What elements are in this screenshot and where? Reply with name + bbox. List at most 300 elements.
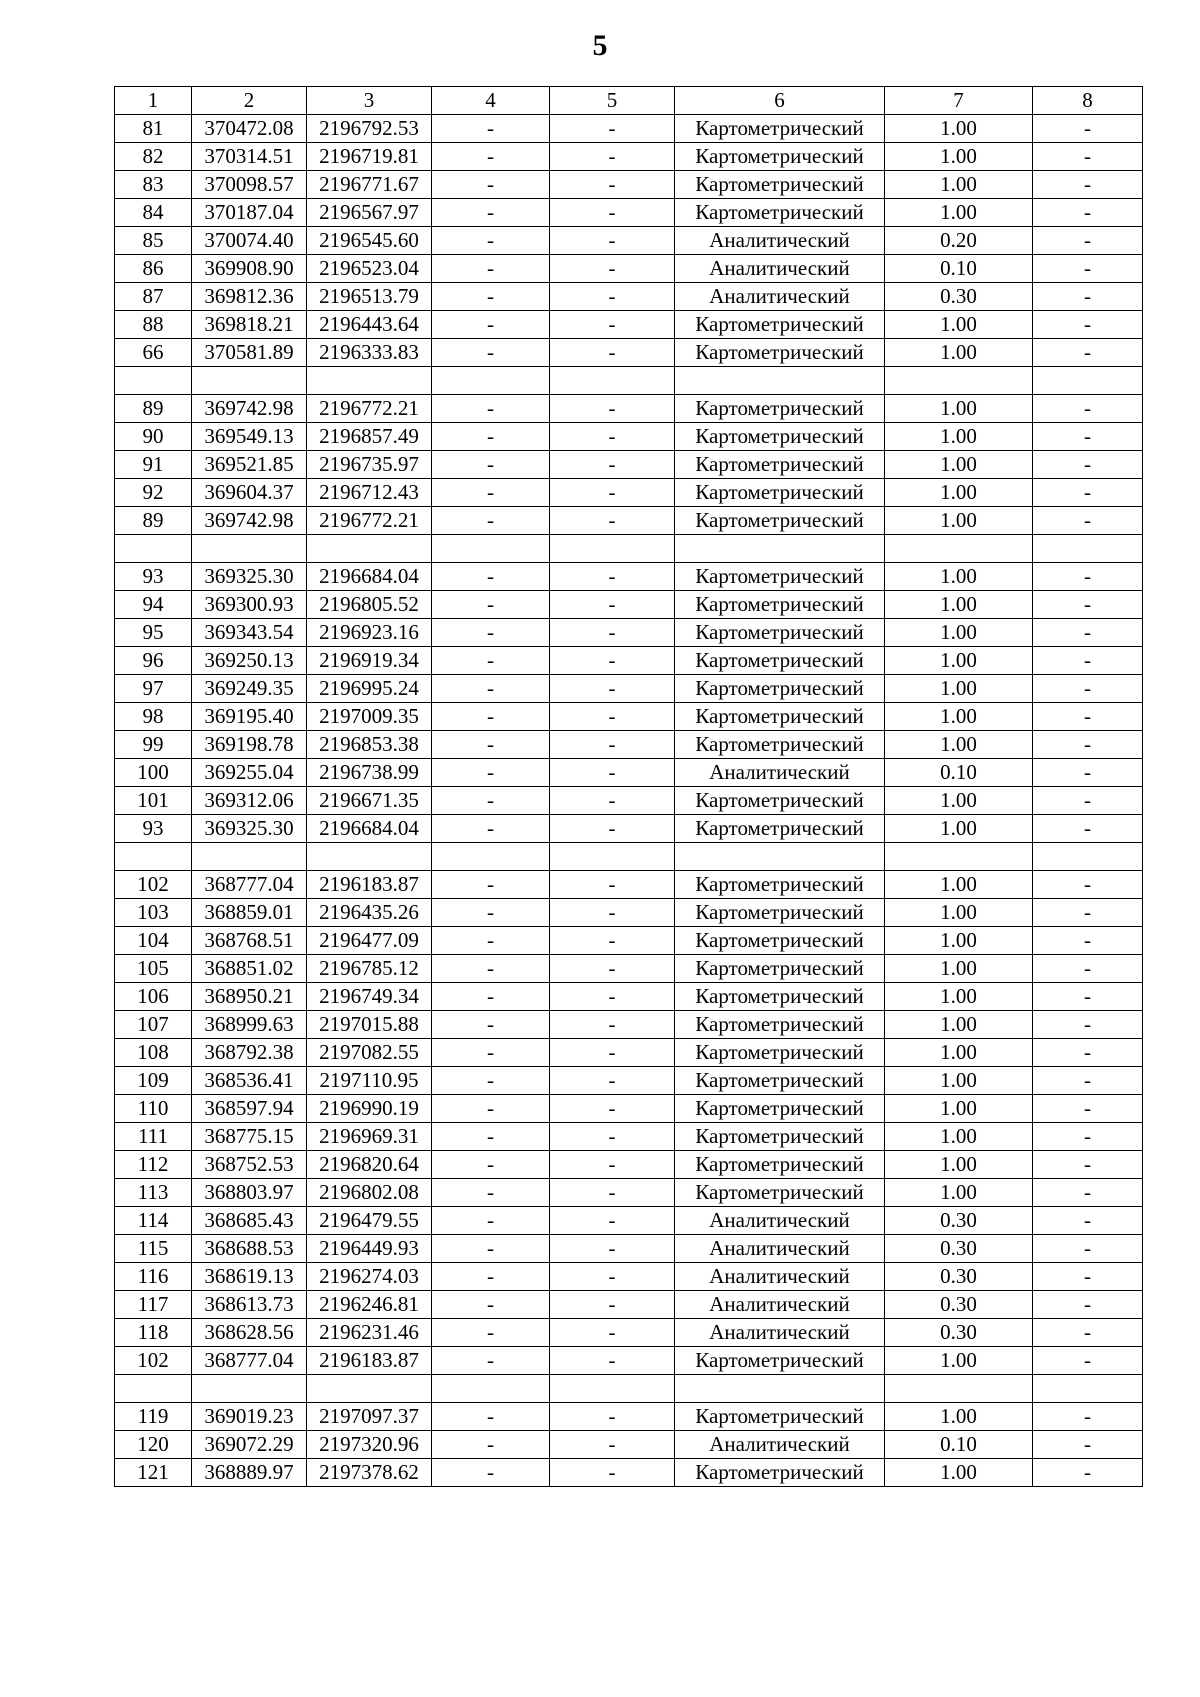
table-cell: - xyxy=(550,507,675,535)
table-cell: 1.00 xyxy=(885,1459,1033,1487)
table-cell: - xyxy=(550,339,675,367)
page-number: 5 xyxy=(592,29,608,62)
table-cell xyxy=(885,843,1033,871)
table-row xyxy=(115,339,1143,367)
table-cell: - xyxy=(550,815,675,843)
table-cell: 1.00 xyxy=(885,423,1033,451)
table-cell: 121 xyxy=(115,1459,192,1487)
table-cell xyxy=(1033,843,1143,871)
table-row xyxy=(115,983,1143,1011)
column-header-2: 2 xyxy=(192,87,307,115)
table-cell: 117 xyxy=(115,1291,192,1319)
table-cell: Аналитический xyxy=(675,255,885,283)
table-cell: - xyxy=(432,927,550,955)
table-cell: - xyxy=(550,1263,675,1291)
table-cell: - xyxy=(550,255,675,283)
table-row xyxy=(115,1151,1143,1179)
table-cell xyxy=(675,1375,885,1403)
table-cell: - xyxy=(550,927,675,955)
table-cell: 1.00 xyxy=(885,479,1033,507)
table-cell: 370581.89 xyxy=(192,339,307,367)
table-cell: 1.00 xyxy=(885,591,1033,619)
table-cell: Картометрический xyxy=(675,1459,885,1487)
table-cell: 369549.13 xyxy=(192,423,307,451)
table-cell: - xyxy=(432,1291,550,1319)
table-cell: - xyxy=(432,283,550,311)
table-cell: - xyxy=(1033,955,1143,983)
table-cell: 1.00 xyxy=(885,619,1033,647)
table-cell xyxy=(550,843,675,871)
table-cell xyxy=(885,535,1033,563)
table-cell: - xyxy=(550,395,675,423)
table-cell xyxy=(675,535,885,563)
table-cell: 368619.13 xyxy=(192,1263,307,1291)
table-cell: Картометрический xyxy=(675,1123,885,1151)
table-cell: - xyxy=(550,283,675,311)
table-cell: 2196923.16 xyxy=(307,619,432,647)
table-cell: 118 xyxy=(115,1319,192,1347)
table-cell: - xyxy=(550,731,675,759)
table-row xyxy=(115,1179,1143,1207)
table-row xyxy=(115,1207,1143,1235)
table-cell: 368950.21 xyxy=(192,983,307,1011)
table-row xyxy=(115,899,1143,927)
table-row xyxy=(115,1403,1143,1431)
table-cell: 90 xyxy=(115,423,192,451)
table-cell xyxy=(192,367,307,395)
table-row xyxy=(115,759,1143,787)
table-cell: 1.00 xyxy=(885,311,1033,339)
table-cell: - xyxy=(550,1347,675,1375)
table-cell: 2197110.95 xyxy=(307,1067,432,1095)
table-cell: 102 xyxy=(115,871,192,899)
table-cell: Картометрический xyxy=(675,1403,885,1431)
table-cell: 369249.35 xyxy=(192,675,307,703)
table-cell: - xyxy=(1033,675,1143,703)
table-cell: - xyxy=(432,143,550,171)
table-cell: - xyxy=(1033,591,1143,619)
table-cell: - xyxy=(432,591,550,619)
table-cell: 2196684.04 xyxy=(307,815,432,843)
table-cell: - xyxy=(550,787,675,815)
table-cell xyxy=(115,843,192,871)
table-cell: - xyxy=(550,1235,675,1263)
table-cell: 1.00 xyxy=(885,955,1033,983)
table-cell: 370472.08 xyxy=(192,115,307,143)
table-cell: - xyxy=(1033,395,1143,423)
table-cell: Аналитический xyxy=(675,1291,885,1319)
table-cell: - xyxy=(432,1151,550,1179)
table-cell: 2197082.55 xyxy=(307,1039,432,1067)
table-cell: Картометрический xyxy=(675,955,885,983)
table-cell: 2196477.09 xyxy=(307,927,432,955)
table-cell: 369195.40 xyxy=(192,703,307,731)
table-cell: - xyxy=(550,115,675,143)
table-cell: - xyxy=(550,1039,675,1067)
table-cell: 1.00 xyxy=(885,171,1033,199)
table-cell xyxy=(115,535,192,563)
table-cell: 368851.02 xyxy=(192,955,307,983)
table-cell xyxy=(432,535,550,563)
table-cell xyxy=(885,367,1033,395)
table-cell: - xyxy=(432,1039,550,1067)
table-cell: - xyxy=(550,563,675,591)
table-cell: - xyxy=(432,619,550,647)
table-cell: 368792.38 xyxy=(192,1039,307,1067)
table-cell: 0.10 xyxy=(885,255,1033,283)
table-cell: Картометрический xyxy=(675,927,885,955)
table-blank-row xyxy=(115,367,1143,395)
table-cell: - xyxy=(550,591,675,619)
table-cell: 98 xyxy=(115,703,192,731)
table-cell: 2196771.67 xyxy=(307,171,432,199)
table-cell: 87 xyxy=(115,283,192,311)
table-cell: 369250.13 xyxy=(192,647,307,675)
table-cell: 2197097.37 xyxy=(307,1403,432,1431)
table-cell: 369300.93 xyxy=(192,591,307,619)
table-cell: Картометрический xyxy=(675,395,885,423)
table-cell: 369325.30 xyxy=(192,815,307,843)
table-cell: 1.00 xyxy=(885,703,1033,731)
table-cell xyxy=(115,367,192,395)
table-cell: 1.00 xyxy=(885,787,1033,815)
table-cell: Аналитический xyxy=(675,1319,885,1347)
table-cell: 2196183.87 xyxy=(307,871,432,899)
table-cell: 93 xyxy=(115,815,192,843)
table-cell: 0.30 xyxy=(885,1207,1033,1235)
table-cell: - xyxy=(432,1235,550,1263)
table-cell: Аналитический xyxy=(675,1235,885,1263)
table-cell: - xyxy=(550,1319,675,1347)
table-cell: - xyxy=(432,563,550,591)
table-row xyxy=(115,1235,1143,1263)
table-cell: 1.00 xyxy=(885,1123,1033,1151)
table-cell: - xyxy=(432,1207,550,1235)
table-cell: - xyxy=(550,675,675,703)
table-cell: - xyxy=(432,955,550,983)
table-cell xyxy=(192,843,307,871)
table-row xyxy=(115,1263,1143,1291)
table-cell: - xyxy=(1033,927,1143,955)
table-cell: - xyxy=(432,115,550,143)
table-cell: 2196857.49 xyxy=(307,423,432,451)
table-row xyxy=(115,171,1143,199)
table-cell: - xyxy=(550,1459,675,1487)
table-cell: - xyxy=(432,899,550,927)
table-cell: Картометрический xyxy=(675,1151,885,1179)
table-cell: - xyxy=(432,227,550,255)
table-cell: Картометрический xyxy=(675,423,885,451)
table-cell xyxy=(550,367,675,395)
column-header-5: 5 xyxy=(550,87,675,115)
table-cell: - xyxy=(1033,227,1143,255)
table-cell: - xyxy=(550,1011,675,1039)
table-cell: 2196684.04 xyxy=(307,563,432,591)
table-cell: 0.30 xyxy=(885,1235,1033,1263)
table-cell: - xyxy=(432,339,550,367)
table-cell: Картометрический xyxy=(675,143,885,171)
table-cell: Картометрический xyxy=(675,115,885,143)
coordinates-table xyxy=(114,86,1143,1487)
table-row xyxy=(115,283,1143,311)
table-cell: - xyxy=(1033,1347,1143,1375)
table-cell: - xyxy=(1033,787,1143,815)
table-cell: Картометрический xyxy=(675,1095,885,1123)
table-cell: 370074.40 xyxy=(192,227,307,255)
table-row xyxy=(115,143,1143,171)
table-cell: Картометрический xyxy=(675,787,885,815)
table-cell: 1.00 xyxy=(885,143,1033,171)
table-cell: - xyxy=(432,1123,550,1151)
table-cell: 95 xyxy=(115,619,192,647)
table-cell: 89 xyxy=(115,507,192,535)
table-row xyxy=(115,955,1143,983)
table-cell: 2196738.99 xyxy=(307,759,432,787)
table-cell: - xyxy=(550,1123,675,1151)
table-cell: Картометрический xyxy=(675,983,885,1011)
table-cell: - xyxy=(432,255,550,283)
column-header-1: 1 xyxy=(115,87,192,115)
table-cell: 2196435.26 xyxy=(307,899,432,927)
table-cell: - xyxy=(1033,1431,1143,1459)
table-cell: 2196523.04 xyxy=(307,255,432,283)
table-cell: - xyxy=(432,731,550,759)
column-header-7: 7 xyxy=(885,87,1033,115)
table-cell: - xyxy=(550,899,675,927)
table-cell: 368685.43 xyxy=(192,1207,307,1235)
table-cell: - xyxy=(1033,647,1143,675)
table-cell: Картометрический xyxy=(675,1039,885,1067)
table-cell: - xyxy=(1033,871,1143,899)
table-cell xyxy=(1033,535,1143,563)
table-cell: 93 xyxy=(115,563,192,591)
table-cell: - xyxy=(432,311,550,339)
table-cell: 368999.63 xyxy=(192,1011,307,1039)
table-cell: - xyxy=(1033,619,1143,647)
table-row xyxy=(115,927,1143,955)
table-cell: 1.00 xyxy=(885,871,1033,899)
table-cell: Картометрический xyxy=(675,171,885,199)
table-cell xyxy=(192,535,307,563)
table-cell: 85 xyxy=(115,227,192,255)
table-cell: Картометрический xyxy=(675,619,885,647)
table-cell: 368688.53 xyxy=(192,1235,307,1263)
table-cell: - xyxy=(432,1459,550,1487)
table-cell: - xyxy=(1033,283,1143,311)
table-cell: 369343.54 xyxy=(192,619,307,647)
table-cell: 2196443.64 xyxy=(307,311,432,339)
table-cell xyxy=(432,367,550,395)
table-cell: - xyxy=(1033,199,1143,227)
table-cell: - xyxy=(1033,1263,1143,1291)
table-cell: 107 xyxy=(115,1011,192,1039)
table-cell xyxy=(307,535,432,563)
table-cell: 2196792.53 xyxy=(307,115,432,143)
table-cell: 1.00 xyxy=(885,395,1033,423)
table-cell: - xyxy=(432,1431,550,1459)
table-row xyxy=(115,311,1143,339)
table-cell: 83 xyxy=(115,171,192,199)
table-cell: 2196449.93 xyxy=(307,1235,432,1263)
table-cell: - xyxy=(432,1263,550,1291)
table-row xyxy=(115,787,1143,815)
table-row xyxy=(115,395,1143,423)
table-cell: - xyxy=(1033,339,1143,367)
table-cell: 88 xyxy=(115,311,192,339)
table-cell: - xyxy=(1033,1319,1143,1347)
table-cell: 1.00 xyxy=(885,1347,1033,1375)
table-cell: Аналитический xyxy=(675,227,885,255)
table-cell: 2196969.31 xyxy=(307,1123,432,1151)
table-cell: 368889.97 xyxy=(192,1459,307,1487)
table-cell: - xyxy=(550,451,675,479)
table-cell: 0.10 xyxy=(885,759,1033,787)
table-cell: 1.00 xyxy=(885,675,1033,703)
table-cell: Картометрический xyxy=(675,815,885,843)
table-cell: 0.30 xyxy=(885,283,1033,311)
table-cell: 1.00 xyxy=(885,563,1033,591)
table-cell xyxy=(1033,367,1143,395)
table-cell: - xyxy=(432,199,550,227)
table-row xyxy=(115,255,1143,283)
table-header-row xyxy=(115,87,1143,115)
table-cell: - xyxy=(550,171,675,199)
table-cell: 2196246.81 xyxy=(307,1291,432,1319)
table-row xyxy=(115,451,1143,479)
table-cell: - xyxy=(1033,1403,1143,1431)
table-cell: - xyxy=(550,1067,675,1095)
table-cell: 81 xyxy=(115,115,192,143)
table-blank-row xyxy=(115,1375,1143,1403)
table-cell xyxy=(885,1375,1033,1403)
table-cell: 1.00 xyxy=(885,647,1033,675)
table-cell: 368859.01 xyxy=(192,899,307,927)
table-row xyxy=(115,1123,1143,1151)
table-cell: Картометрический xyxy=(675,871,885,899)
table-cell: - xyxy=(1033,1291,1143,1319)
table-cell: - xyxy=(432,479,550,507)
table-cell: 1.00 xyxy=(885,927,1033,955)
table-cell: 2196274.03 xyxy=(307,1263,432,1291)
table-cell: 368613.73 xyxy=(192,1291,307,1319)
table-cell: - xyxy=(550,955,675,983)
table-row xyxy=(115,1319,1143,1347)
table-cell: - xyxy=(550,199,675,227)
table-cell: - xyxy=(1033,507,1143,535)
table-cell: 1.00 xyxy=(885,507,1033,535)
table-cell: - xyxy=(1033,1095,1143,1123)
table-cell: 368536.41 xyxy=(192,1067,307,1095)
table-cell xyxy=(307,843,432,871)
table-cell: - xyxy=(550,423,675,451)
table-row xyxy=(115,675,1143,703)
table-cell: 368775.15 xyxy=(192,1123,307,1151)
table-row xyxy=(115,423,1143,451)
table-cell: 2196995.24 xyxy=(307,675,432,703)
table-cell: Аналитический xyxy=(675,1431,885,1459)
table-cell: - xyxy=(432,675,550,703)
table-cell: - xyxy=(550,703,675,731)
table-cell: 369325.30 xyxy=(192,563,307,591)
table-cell: - xyxy=(432,647,550,675)
table-cell xyxy=(432,1375,550,1403)
table-cell: - xyxy=(432,1067,550,1095)
table-cell: - xyxy=(550,1179,675,1207)
table-cell: 369312.06 xyxy=(192,787,307,815)
table-cell: - xyxy=(432,703,550,731)
table-cell: 1.00 xyxy=(885,815,1033,843)
table-cell: - xyxy=(1033,451,1143,479)
table-cell: 1.00 xyxy=(885,451,1033,479)
table-cell: Картометрический xyxy=(675,591,885,619)
table-cell: - xyxy=(1033,1067,1143,1095)
table-cell xyxy=(1033,1375,1143,1403)
table-cell: 2196567.97 xyxy=(307,199,432,227)
table-cell: Картометрический xyxy=(675,563,885,591)
table-cell: - xyxy=(1033,1151,1143,1179)
table-cell xyxy=(550,1375,675,1403)
table-cell: 2197378.62 xyxy=(307,1459,432,1487)
table-cell: 86 xyxy=(115,255,192,283)
table-cell: 115 xyxy=(115,1235,192,1263)
table-cell xyxy=(115,1375,192,1403)
table-row xyxy=(115,1291,1143,1319)
table-cell: 89 xyxy=(115,395,192,423)
table-cell: 100 xyxy=(115,759,192,787)
table-cell: - xyxy=(550,1151,675,1179)
table-cell: 2196990.19 xyxy=(307,1095,432,1123)
table-cell: Картометрический xyxy=(675,731,885,759)
table-cell: - xyxy=(550,1207,675,1235)
table-cell: 1.00 xyxy=(885,115,1033,143)
table-cell: - xyxy=(432,395,550,423)
table-cell: Картометрический xyxy=(675,1067,885,1095)
table-cell: 92 xyxy=(115,479,192,507)
table-cell: - xyxy=(432,1347,550,1375)
table-cell: 369908.90 xyxy=(192,255,307,283)
table-cell: 96 xyxy=(115,647,192,675)
table-cell: - xyxy=(550,619,675,647)
column-header-8: 8 xyxy=(1033,87,1143,115)
table-cell: - xyxy=(1033,731,1143,759)
table-cell: Картометрический xyxy=(675,1179,885,1207)
table-cell: 369198.78 xyxy=(192,731,307,759)
table-cell: - xyxy=(432,423,550,451)
table-cell: 2196919.34 xyxy=(307,647,432,675)
table-cell: Картометрический xyxy=(675,311,885,339)
table-row xyxy=(115,1459,1143,1487)
table-cell: Картометрический xyxy=(675,1347,885,1375)
table-cell: 82 xyxy=(115,143,192,171)
table-cell xyxy=(675,367,885,395)
table-cell: - xyxy=(1033,899,1143,927)
table-cell: 369818.21 xyxy=(192,311,307,339)
table-cell: - xyxy=(550,479,675,507)
table-cell: - xyxy=(1033,115,1143,143)
table-cell: 368628.56 xyxy=(192,1319,307,1347)
table-cell: - xyxy=(1033,759,1143,787)
table-cell: 0.30 xyxy=(885,1263,1033,1291)
table-cell: 1.00 xyxy=(885,1179,1033,1207)
table-cell: Картометрический xyxy=(675,479,885,507)
table-cell: 84 xyxy=(115,199,192,227)
table-cell: - xyxy=(432,1011,550,1039)
table-cell: - xyxy=(1033,1179,1143,1207)
table-cell: 106 xyxy=(115,983,192,1011)
table-row xyxy=(115,1095,1143,1123)
table-cell: 1.00 xyxy=(885,1403,1033,1431)
table-cell: 1.00 xyxy=(885,899,1033,927)
